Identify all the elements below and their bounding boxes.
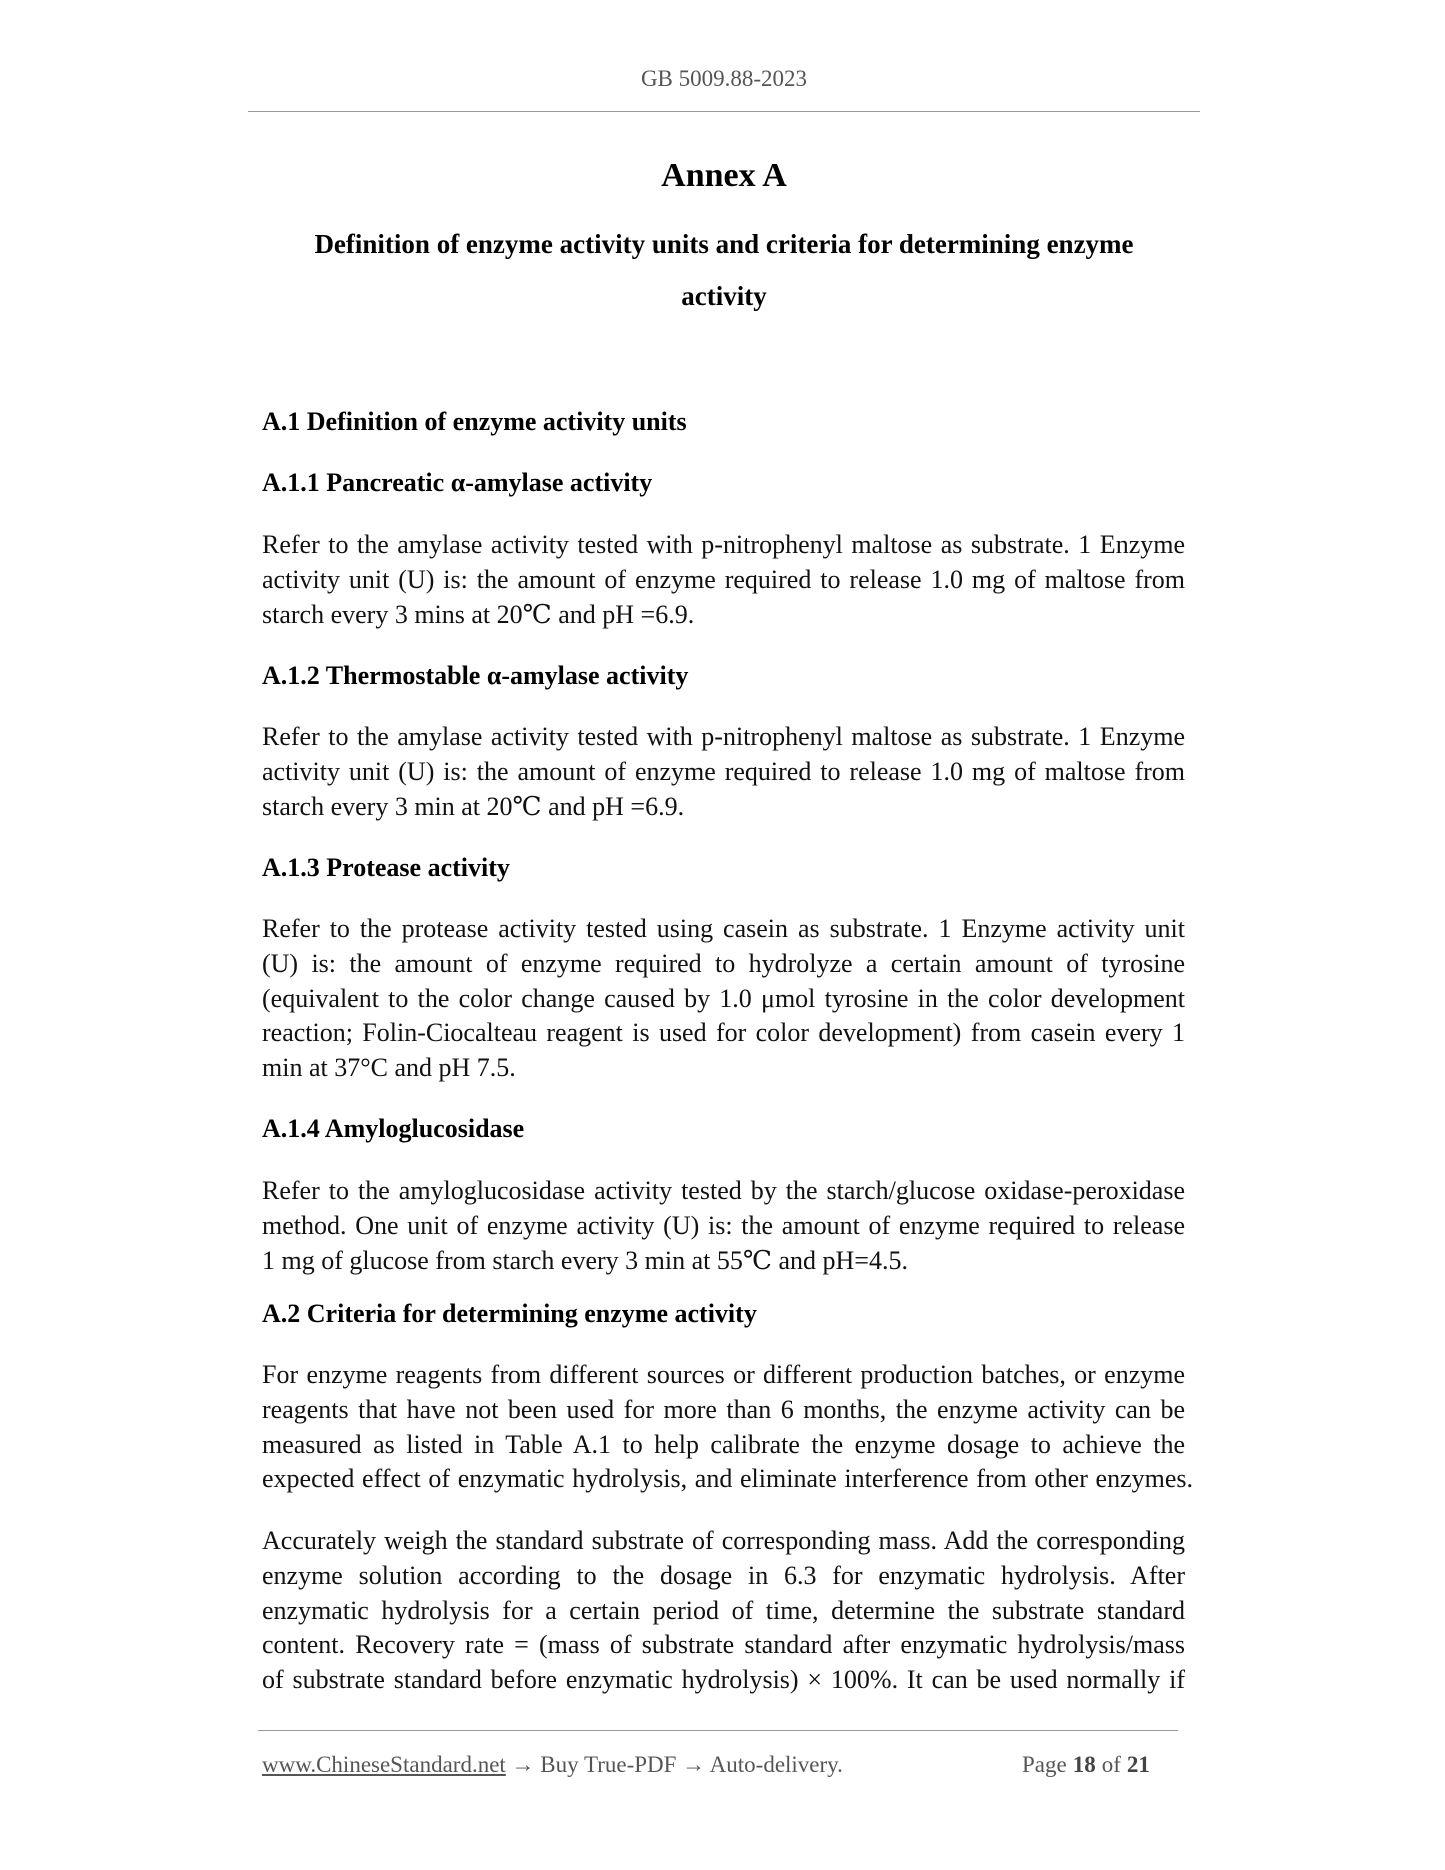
paragraph-line: activity unit (U) is: the amount of enzyme required to release 1.0 mg of maltose from: [262, 757, 1185, 786]
section-heading-a2: A.2 Criteria for determining enzyme activity: [262, 1299, 757, 1328]
paragraph-line: min at 37°C and pH 7.5.: [262, 1053, 516, 1082]
paragraph-line: starch every 3 min at 20℃ and pH =6.9.: [262, 792, 685, 821]
paragraph-line: Refer to the amylase activity tested with p-nitrophenyl maltose as substrate. 1 Enzyme: [262, 530, 1185, 559]
paragraph-line: Refer to the amylase activity tested with p-nitrophenyl maltose as substrate. 1 Enzyme: [262, 722, 1185, 751]
annex-subtitle-line-2: activity: [681, 281, 767, 311]
page-indicator: [1022, 1750, 1150, 1780]
header-divider: [248, 111, 1200, 112]
footer-promo-text: → Buy True-PDF → Auto-delivery.: [505, 1752, 843, 1777]
paragraph-line: activity unit (U) is: the amount of enzyme required to release 1.0 mg of maltose from: [262, 565, 1185, 594]
chinesestandard-link[interactable]: www.ChineseStandard.net: [262, 1752, 506, 1777]
paragraph-line: 1 mg of glucose from starch every 3 min at 55℃ and pH=4.5.: [262, 1246, 908, 1275]
paragraph-line: Accurately weigh the standard substrate of corresponding mass. Add the corresponding: [262, 1526, 1185, 1555]
section-heading-a1-3: A.1.3 Protease activity: [262, 853, 510, 882]
paragraph-line: measured as listed in Table A.1 to help calibrate the enzyme dosage to achieve the: [262, 1430, 1185, 1459]
footer-promo: [262, 1750, 843, 1780]
annex-subtitle: [262, 218, 1186, 322]
paragraph-line: method. One unit of enzyme activity (U) is: the amount of enzyme required to release: [262, 1211, 1185, 1240]
paragraph-line: (U) is: the amount of enzyme required to hydrolyze a certain amount of tyrosine: [262, 949, 1185, 978]
section-heading-a1-1: A.1.1 Pancreatic α-amylase activity: [262, 468, 653, 497]
section-heading-a1-4: A.1.4 Amyloglucosidase: [262, 1114, 525, 1143]
paragraph-line: of substrate standard before enzymatic hydrolysis) × 100%. It can be used normally if: [262, 1665, 1185, 1694]
paragraph-line: enzyme solution according to the dosage in 6.3 for enzymatic hydrolysis. After: [262, 1561, 1185, 1590]
page-of-label: of: [1101, 1752, 1121, 1777]
page-current: 18: [1072, 1752, 1096, 1777]
paragraph-line: starch every 3 mins at 20℃ and pH =6.9.: [262, 600, 695, 629]
paragraph-line: For enzyme reagents from different sources or different production batches, or enzyme: [262, 1360, 1185, 1389]
paragraph-line: Refer to the protease activity tested using casein as substrate. 1 Enzyme activity unit: [262, 914, 1185, 943]
paragraph-line: content. Recovery rate = (mass of substrate standard after enzymatic hydrolysis/mass: [262, 1630, 1185, 1659]
annex-title: Annex A: [661, 157, 787, 194]
paragraph-line: (equivalent to the color change caused by 1.0 μmol tyrosine in the color development: [262, 984, 1185, 1013]
paragraph-line: reagents that have not been used for more than 6 months, the enzyme activity can be: [262, 1395, 1185, 1424]
running-header-standard-code: GB 5009.88-2023: [640, 66, 808, 91]
paragraph-line: reaction; Folin-Ciocalteau reagent is used for color development) from casein every 1: [262, 1018, 1185, 1047]
section-heading-a1: A.1 Definition of enzyme activity units: [262, 407, 687, 436]
page-total: 21: [1126, 1752, 1150, 1777]
paragraph-line: expected effect of enzymatic hydrolysis, and eliminate interference from other enzymes.: [262, 1464, 1193, 1493]
section-heading-a1-2: A.1.2 Thermostable α-amylase activity: [262, 661, 689, 690]
paragraph-line: Refer to the amyloglucosidase activity tested by the starch/glucose oxidase-peroxidase: [262, 1176, 1185, 1205]
footer-divider: [258, 1730, 1178, 1731]
paragraph-line: enzymatic hydrolysis for a certain period of time, determine the substrate standard: [262, 1596, 1185, 1625]
annex-subtitle-line-1: Definition of enzyme activity units and criteria for determining enzyme: [314, 229, 1134, 259]
page-label: Page: [1022, 1752, 1067, 1777]
